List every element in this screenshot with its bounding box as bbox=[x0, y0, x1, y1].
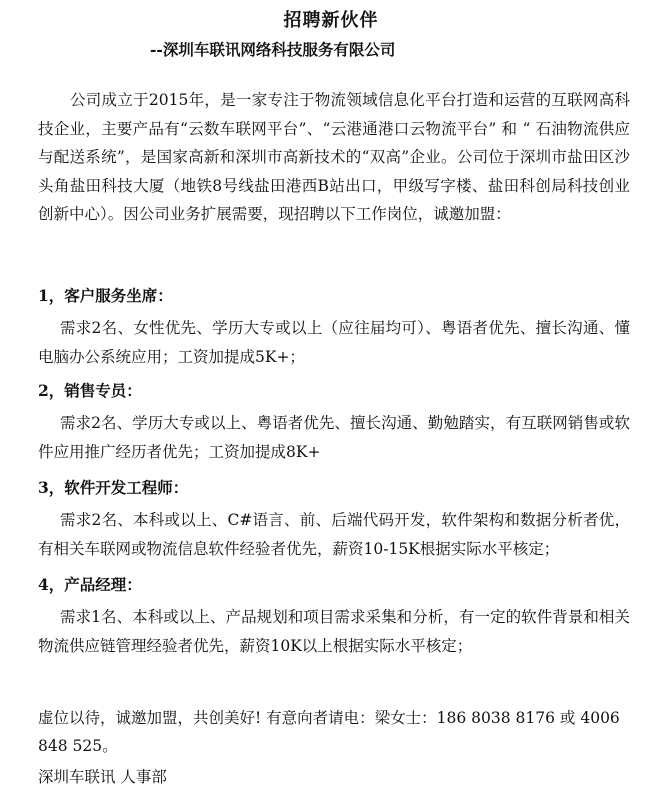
position-heading-sales: 2，销售专员： bbox=[38, 381, 142, 400]
document-title: 招聘新伙伴 bbox=[283, 10, 379, 31]
position-body-customer-service: 需求2名、女性优先、学历大专或以上（应往届均可）、粤语者优先、擅长沟通、懂电脑办公系统应用；工资加提成5K+； bbox=[38, 319, 630, 366]
position-heading-customer-service: 1，客户服务坐席： bbox=[38, 286, 173, 305]
signature-department: 深圳车联讯 人事部 bbox=[38, 768, 167, 786]
company-subtitle: --深圳车联讯网络科技服务有限公司 bbox=[150, 40, 396, 59]
contact-closing: 虚位以待，诚邀加盟，共创美好! 有意向者请电：梁女士：186 8038 8176 或 4006 848 525。 bbox=[38, 709, 620, 755]
position-heading-software-engineer: 3，软件开发工程师： bbox=[38, 478, 189, 497]
position-body-software-engineer: 需求2名、本科或以上、C#语言、前、后端代码开发，软件架构和数据分析者优，有相关车联网或物流信息软件经验者优先，薪资10-15K根据实际水平核定； bbox=[38, 511, 630, 558]
position-body-sales: 需求2名、学历大专或以上、粤语者优先、擅长沟通、勤勉踏实，有互联网销售或软件应用推广经历者优先；工资加提成8K+ bbox=[38, 414, 630, 461]
position-heading-product-manager: 4，产品经理： bbox=[38, 575, 142, 594]
company-intro-paragraph: 公司成立于2015年，是一家专注于物流领域信息化平台打造和运营的互联网高科技企业，主要产品有“云数车联网平台”、“云港通港口云物流平台” 和 “ 石油物流供应与配送系统”，是国家高新和深圳市高新技术的“双高”企业。公司位于深圳市盐田区沙头角盐田科技大厦（地铁8号线盐田港西B站出口，甲级写字楼、盐田科创局科技创业创新中心）。因公司业务扩展需要，现招聘以下工作岗位，诚邀加盟： bbox=[38, 91, 630, 223]
position-body-product-manager: 需求1名、本科或以上、产品规划和项目需求采集和分析，有一定的软件背景和相关物流供应链管理经验者优先，薪资10K以上根据实际水平核定； bbox=[38, 608, 630, 655]
